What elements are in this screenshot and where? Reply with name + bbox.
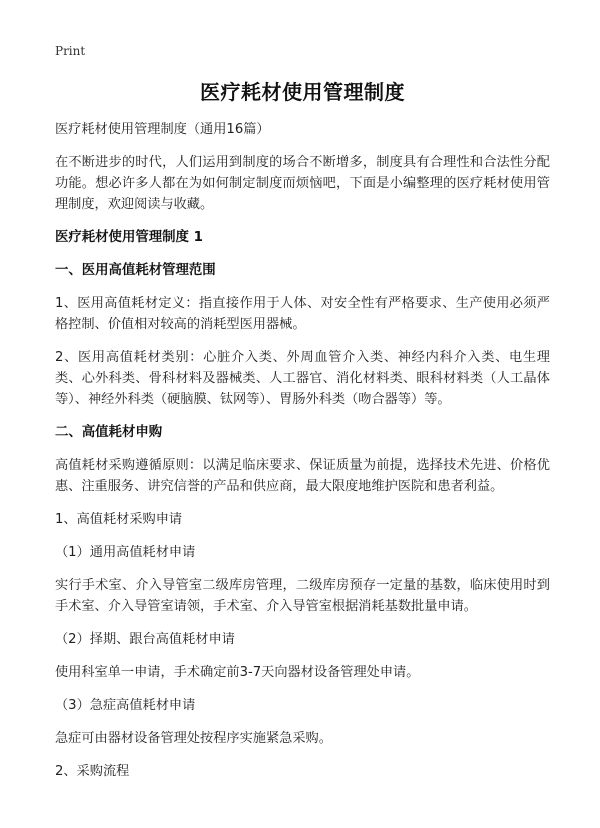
subsection-heading: 一、医用高值耗材管理范围 [55, 263, 216, 278]
paragraph: 2、采购流程 [55, 764, 130, 779]
section-heading: 医疗耗材使用管理制度 1 [55, 230, 203, 245]
print-link[interactable]: Print [55, 44, 86, 58]
paragraph: （2）择期、跟台高值耗材申请 [55, 632, 235, 647]
document-title: 医疗耗材使用管理制度 [200, 80, 405, 104]
intro-paragraph: 在不断进步的时代，人们运用到制度的场合不断增多，制度具有合理性和合法性分配功能。想必许多人都在为如何制定制度而烦恼吧，下面是小编整理的医疗耗材使用管理制度，欢迎阅读与收藏。 [55, 155, 550, 212]
paragraph: 使用科室单一申请，手术确定前3-7天向器材设备管理处申请。 [55, 665, 420, 680]
subsection-heading: 二、高值耗材申购 [55, 425, 163, 440]
subtitle-paragraph: 医疗耗材使用管理制度（通用16篇） [55, 122, 270, 137]
paragraph: （1）通用高值耗材申请 [55, 545, 196, 560]
paragraph: 急症可由器材设备管理处按程序实施紧急采购。 [55, 731, 332, 746]
paragraph: 1、高值耗材采购申请 [55, 512, 183, 527]
paragraph: 1、医用高值耗材定义：指直接作用于人体、对安全性有严格要求、生产使用必须严格控制、价值相对较高的消耗型医用器械。 [55, 296, 550, 332]
paragraph: 2、医用高值耗材类别：心脏介入类、外周血管介入类、神经内科介入类、电生理类、心外科类、骨科材料及器械类、人工器官、消化材料类、眼科材料类（人工晶体等）、神经外科类（硬脑膜、钛网等）、胃肠外科类（吻合器等）等。 [55, 350, 550, 407]
paragraph: 高值耗材采购遵循原则：以满足临床要求、保证质量为前提，选择技术先进、价格优惠、注重服务、讲究信誉的产品和供应商，最大限度地维护医院和患者利益。 [55, 458, 550, 494]
paragraph: 实行手术室、介入导管室二级库房管理，二级库房预存一定量的基数，临床使用时到手术室、介入导管室请领，手术室、介入导管室根据消耗基数批量申请。 [55, 578, 550, 614]
paragraph: （3）急症高值耗材申请 [55, 698, 196, 713]
document-body [55, 76, 550, 794]
